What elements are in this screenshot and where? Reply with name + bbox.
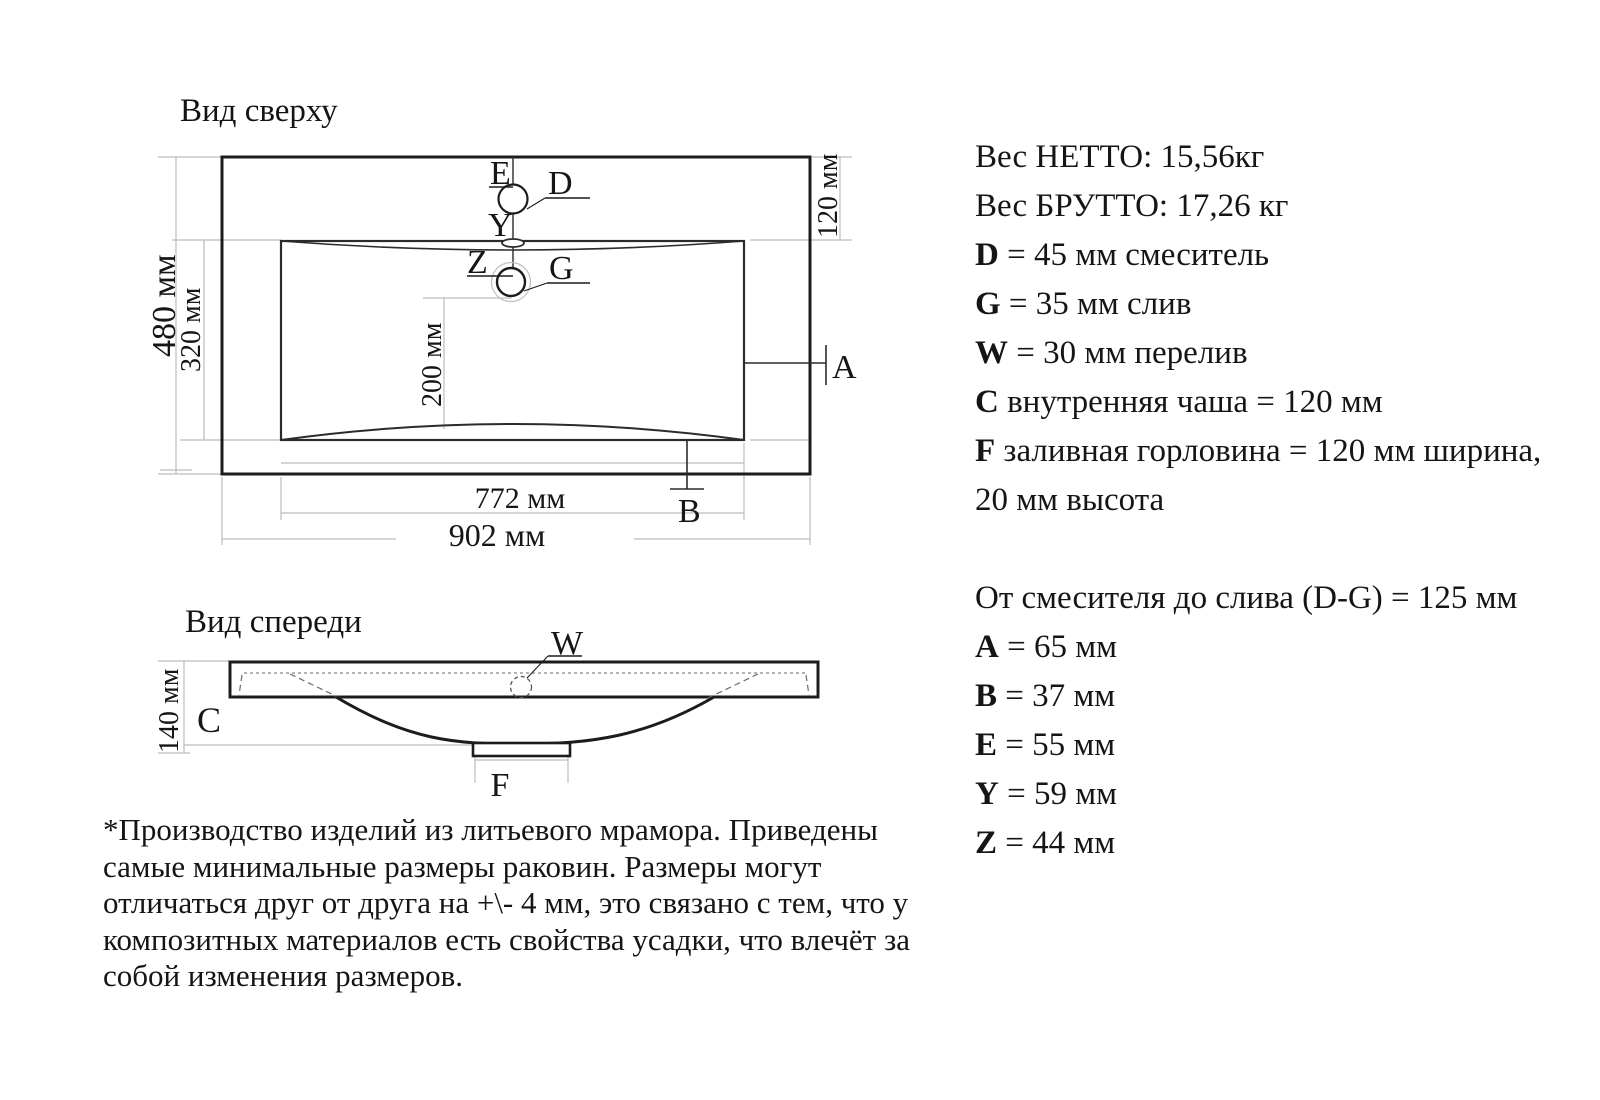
label-g: G — [549, 250, 574, 287]
spec-line: C внутренняя чаша = 120 мм — [975, 384, 1383, 420]
spec-line: Вес БРУТТО: 17,26 кг — [975, 188, 1289, 224]
spec-line: Z = 44 мм — [975, 825, 1116, 861]
dim-772: 772 мм — [474, 482, 566, 515]
note-line: собой изменения размеров. — [103, 958, 464, 994]
front-view-drawing — [154, 625, 818, 804]
label-a: A — [832, 349, 857, 386]
fill-neck-front — [473, 743, 570, 756]
ab-measure-marks — [670, 345, 826, 489]
label-d: D — [548, 165, 573, 202]
note-line: композитных материалов есть свойства усадки, что влечёт за — [103, 921, 910, 957]
spec-line: D = 45 мм смеситель — [975, 237, 1270, 273]
dim-120: 120 мм — [813, 153, 844, 238]
label-y: Y — [488, 207, 513, 244]
drain-hole — [497, 268, 525, 296]
note-line: *Производство изделий из литьевого мрамора. Приведены — [103, 812, 878, 847]
label-z: Z — [467, 244, 488, 281]
top-view-title: Вид сверху — [180, 93, 338, 129]
bowl-profile — [336, 697, 714, 744]
dim-140: 140 мм — [154, 668, 185, 753]
spec-line: От смесителя до слива (D-G) = 125 мм — [975, 580, 1518, 616]
label-f: F — [490, 767, 510, 804]
label-e: E — [490, 155, 511, 192]
note-line: отличаться друг от друга на +\- 4 мм, это связано с тем, что у — [103, 885, 909, 921]
note-line: самые минимальные размеры раковин. Размеры могут — [103, 848, 822, 884]
label-c: C — [197, 700, 222, 740]
spec-line: W = 30 мм перелив — [975, 335, 1248, 371]
dim-320: 320 мм — [176, 287, 207, 372]
spec-line: Вес НЕТТО: 15,56кг — [975, 139, 1265, 175]
front-view-title: Вид спереди — [185, 604, 362, 640]
dim-902: 902 мм — [448, 517, 546, 553]
spec-line: G = 35 мм слив — [975, 286, 1192, 322]
basin-hidden-edges — [239, 674, 809, 699]
dim-480: 480 мм — [146, 254, 183, 357]
spec-line: A = 65 мм — [975, 629, 1117, 665]
dim-200: 200 мм — [417, 322, 448, 407]
sink-outline-front — [230, 662, 818, 697]
production-note — [103, 812, 923, 995]
label-b: B — [678, 493, 701, 530]
spec-line: E = 55 мм — [975, 727, 1116, 763]
top-view-drawing — [146, 153, 857, 553]
specs-column — [975, 133, 1541, 868]
spec-line: B = 37 мм — [975, 678, 1116, 714]
spec-line: F заливная горловина = 120 мм ширина, — [975, 433, 1542, 469]
spec-line: Y = 59 мм — [975, 776, 1117, 812]
spec-line: 20 мм высота — [975, 482, 1165, 518]
label-w: W — [551, 625, 584, 662]
overflow-hole — [511, 677, 532, 698]
